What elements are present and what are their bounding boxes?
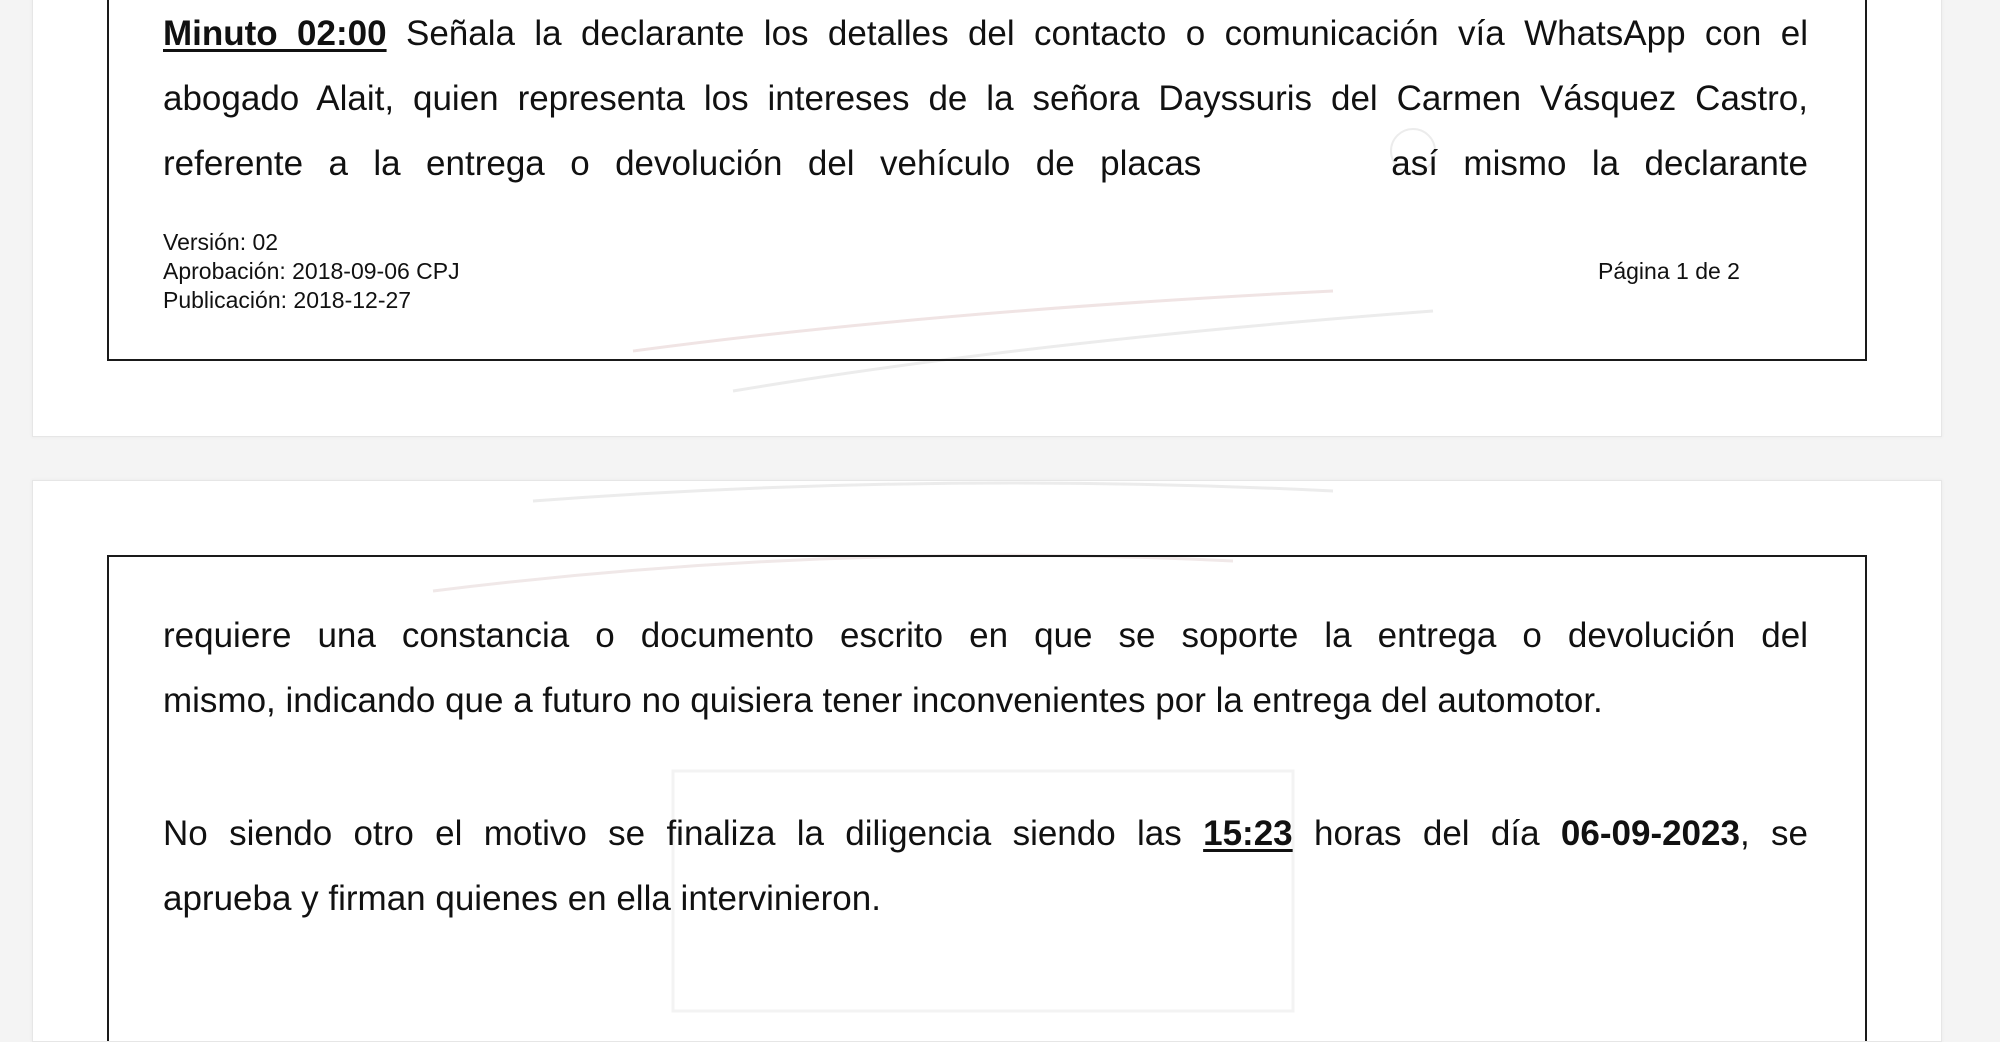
footer-page-number: Página 1 de 2: [1598, 258, 1740, 284]
document-page-2: [32, 480, 1942, 1042]
paragraph-text: No siendo otro el motivo se finaliza la diligencia siendo las: [163, 814, 1182, 853]
closing-date: 06-09-2023: [1560, 814, 1740, 853]
body-paragraph: [163, 603, 1808, 733]
paragraph-text: , se: [1739, 814, 1808, 853]
footer-version: Versión: 02: [163, 229, 279, 255]
closing-paragraph: [163, 801, 1808, 931]
paragraph-text: referente a la entrega o devolución del vehículo de placas: [163, 144, 1202, 183]
document-page-1: [32, 0, 1942, 437]
paragraph-text: horas del día: [1314, 814, 1540, 853]
paragraph-line: requiere una constancia o documento escrito en que se soporte la entrega o devolución del: [163, 616, 1808, 655]
paragraph-line: aprueba y firman quienes en ella intervinieron.: [163, 879, 881, 918]
paragraph-text: así mismo la declarante: [1391, 144, 1808, 183]
footer-approval: Aprobación: 2018-09-06 CPJ: [163, 258, 460, 284]
body-paragraph: [163, 1, 1808, 196]
closing-time: 15:23: [1203, 814, 1293, 853]
paragraph-line: abogado Alait, quien representa los intereses de la señora Dayssuris del Carmen Vásquez Castro,: [163, 79, 1808, 118]
footer-publication: Publicación: 2018-12-27: [163, 287, 412, 313]
minute-label: Minuto 02:00: [163, 14, 387, 53]
document-footer-metadata: [163, 228, 460, 315]
paragraph-line: mismo, indicando que a futuro no quisiera tener inconvenientes por la entrega del automotor.: [163, 681, 1603, 720]
paragraph-text: Señala la declarante los detalles del contacto o comunicación vía WhatsApp con el: [405, 14, 1808, 53]
